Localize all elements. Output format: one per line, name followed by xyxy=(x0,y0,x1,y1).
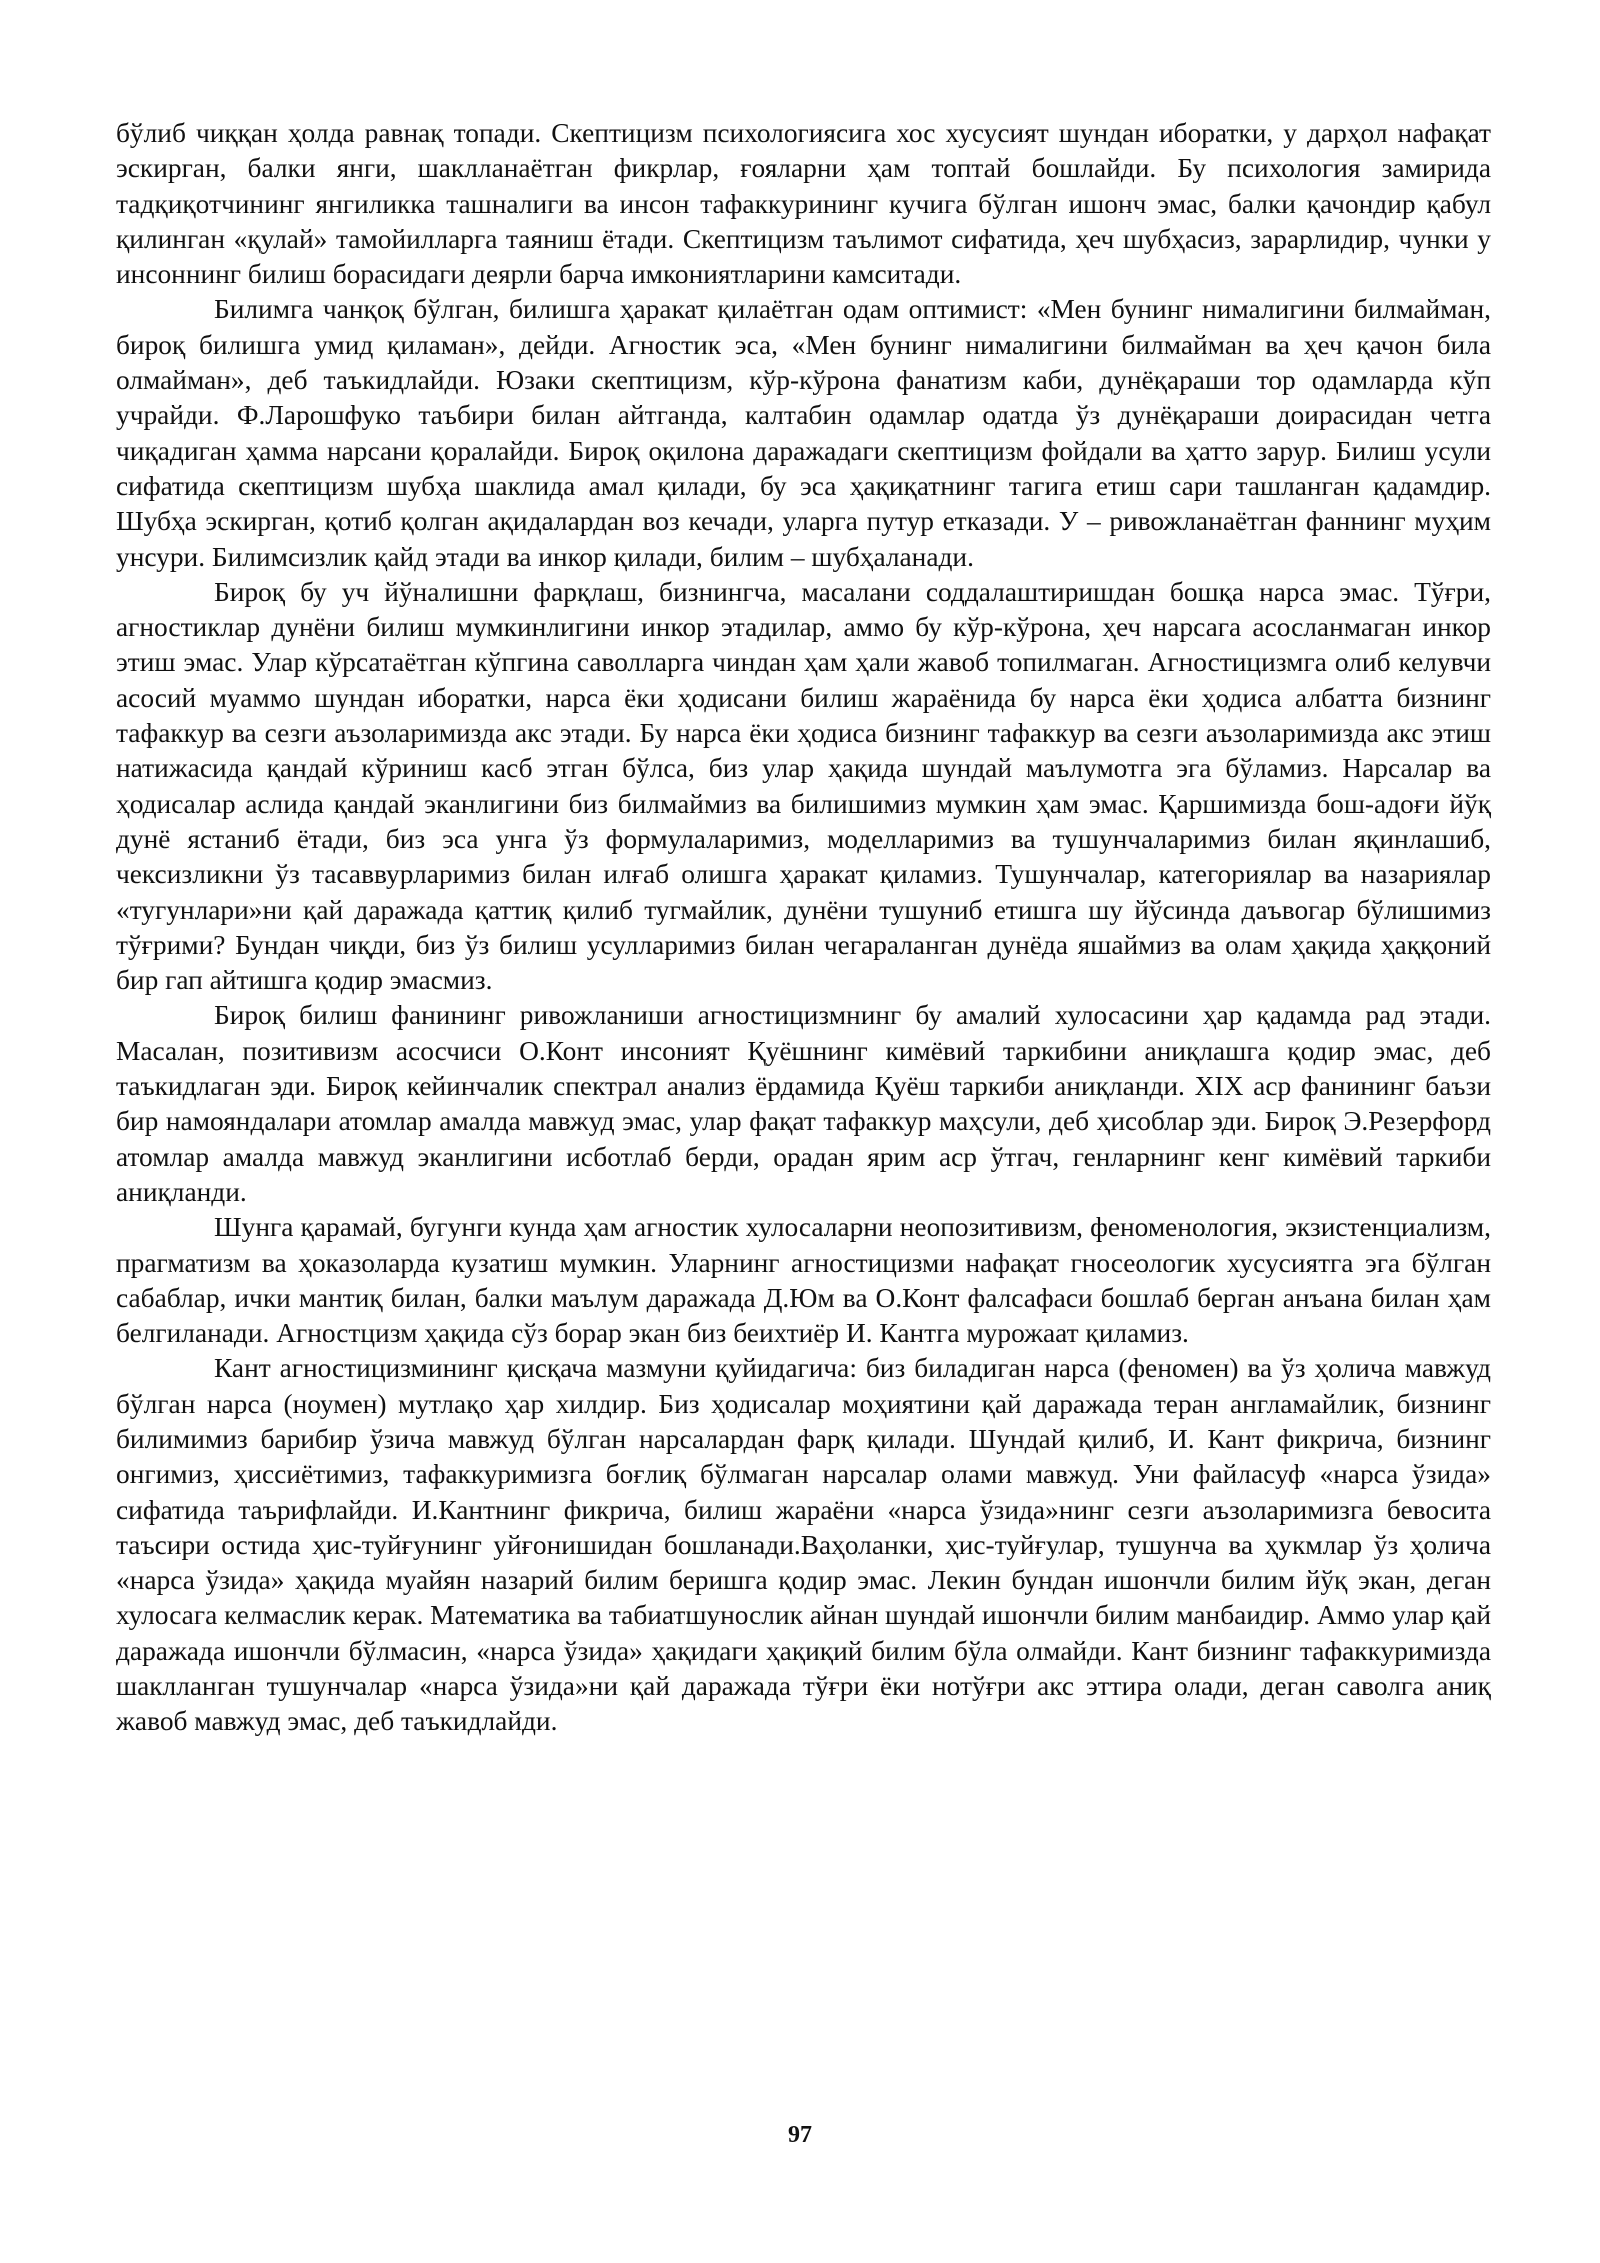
paragraph-3: Бироқ бу уч йўналишни фарқлаш, бизнингча, масалани соддалаштиришдан бошқа нарса эмас. Тўғри, агностиклар дунёни билиш мумкинлигини инкор этадилар, аммо бу кўр-кўрона, ҳеч нарсага асосланмаган инкор этиш эмас. Улар кўрсатаётган кўпгина саволларга чиндан ҳам ҳали жавоб топилмаган. Агностицизмга олиб келувчи асосий муаммо шундан иборатки, нарса ёки ҳодисани билиш жараёнида бу нарса ёки ҳодиса албатта бизнинг тафаккур ва сезги аъзоларимизда акс этади. Бу нарса ёки ҳодиса бизнинг тафаккур ва сезги аъзоларимизда акс этиш натижасида қандай кўриниш касб этган бўлса, биз улар ҳақида шундай маълумотга эга бўламиз. Нарсалар ва ҳодисалар аслида қандай эканлигини биз билмаймиз ва билишимиз мумкин ҳам эмас. Қаршимизда бош-адоғи йўқ дунё ястаниб ётади, биз эса унга ўз формулаларимиз, моделларимиз ва тушунчаларимиз билан яқинлашиб, чексизликни ўз тасаввурларимиз билан илғаб олишга ҳаракат қиламиз. Тушунчалар, категориялар ва назариялар «тугунлари»ни қай даражада қаттиқ қилиб тугмайлик, дунёни тушуниб етишга шу йўсинда даъвогар бўлишимиз тўғрими? Бундан чиқди, биз ўз билиш усулларимиз билан чегараланган дунёда яшаймиз ва олам ҳақида ҳаққоний бир гап айтишга қодир эмасмиз. xyxy=(116,576,1491,996)
page-number: 97 xyxy=(788,2122,812,2148)
paragraph-4: Бироқ билиш фанининг ривожланиши агностицизмнинг бу амалий хулосасини ҳар қадамда рад этади. Масалан, позитивизм асосчиси О.Конт инсоният Қуёшнинг кимёвий таркибини аниқлашга қодир эмас, деб таъкидлаган эди. Бироқ кейинчалик спектрал анализ ёрдамида Қуёш таркиби аниқланди. XIX аср фанининг баъзи бир намояндалари атомлар амалда мавжуд эмас, улар фақат тафаккур маҳсули, деб ҳисоблар эди. Бироқ Э.Резерфорд атомлар амалда мавжуд эканлигини исботлаб берди, орадан ярим аср ўтгач, генларнинг кенг кимёвий таркиби аниқланди. xyxy=(116,1000,1491,1207)
paragraph-5: Шунга қарамай, бугунги кунда ҳам агностик хулосаларни неопозитивизм, феноменология, экзистенциализм, прагматизм ва ҳоказоларда кузатиш мумкин. Уларнинг агностицизми нафақат гносеологик хусусиятга эга бўлган сабаблар, ички мантиқ билан, балки маълум даражада Д.Юм ва О.Конт фалсафаси бошлаб берган анъана билан ҳам белгиланади. Агностцизм ҳақида сўз борар экан биз беихтиёр И. Кантга мурожаат қиламиз. xyxy=(116,1212,1491,1349)
paragraph-6: Кант агностицизмининг қисқача мазмуни қуйидагича: биз биладиган нарса (феномен) ва ўз ҳолича мавжуд бўлган нарса (ноумен) мутлақо ҳар хилдир. Биз ҳодисалар моҳиятини қай даражада теран англамайлик, бизнинг билимимиз барибир ўзича мавжуд бўлган нарсалардан фарқ қилади. Шундай қилиб, И. Кант фикрича, бизнинг онгимиз, ҳиссиётимиз, тафаккуримизга боғлиқ бўлмаган нарсалар олами мавжуд. Уни файласуф «нарса ўзида» сифатида таърифлайди. И.Кантнинг фикрича, билиш жараёни «нарса ўзида»нинг сезги аъзоларимизга бевосита таъсири остида ҳис-туйғунинг уйғонишидан бошланади.Ваҳоланки, ҳис-туйғулар, тушунча ва ҳукмлар ўз ҳолича «нарса ўзида» ҳақида муайян назарий билим беришга қодир эмас. Лекин бундан ишончли билим йўқ экан, деган хулосага келмаслик керак. Математика ва табиатшунослик айнан шундай ишончли билим манбаидир. Аммо улар қай даражада ишончли бўлмасин, «нарса ўзида» ҳақидаги ҳақиқий билим бўла олмайди. Кант бизнинг тафаккуримизда шаклланган тушунчалар «нарса ўзида»ни қай даражада тўғри ёки нотўғри акс эттира олади, деган саволга аниқ жавоб мавжуд эмас, деб таъкидлайди. xyxy=(116,1353,1491,1737)
paragraph-2: Билимга чанқоқ бўлган, билишга ҳаракат қилаётган одам оптимист: «Мен бунинг нималигини билмайман, бироқ билишга умид қиламан», дейди. Агностик эса, «Мен бунинг нималигини билмайман ва ҳеч қачон била олмайман», деб таъкидлайди. Юзаки скептицизм, кўр-кўрона фанатизм каби, дунёқараши тор одамларда кўп учрайди. Ф.Ларошфуко таъбири билан айтганда, калтабин одамлар одатда ўз дунёқараши доирасидан четга чиқадиган ҳамма нарсани қоралайди. Бироқ оқилона даражадаги скептицизм фойдали ва ҳатто зарур. Билиш усули сифатида скептицизм шубҳа шаклида амал қилади, бу эса ҳақиқатнинг тагига етиш сари ташланган қадамдир. Шубҳа эскирган, қотиб қолган ақидалардан воз кечади, уларга путур етказади. У – ривожланаётган фаннинг муҳим унсури. Билимсизлик қайд этади ва инкор қилади, билим – шубҳаланади. xyxy=(116,294,1491,572)
page-body xyxy=(116,116,1491,1740)
paragraph-1: бўлиб чиққан ҳолда равнақ топади. Скептицизм психологиясига хос хусусият шундан иборатки, у дарҳол нафақат эскирган, балки янги, шаклланаётган фикрлар, ғояларни ҳам топтай бошлайди. Бу психология замирида тадқиқотчининг янгиликка ташналиги ва инсон тафаккурининг кучига бўлган ишонч эмас, балки қачондир қабул қилинган «қулай» тамойилларга таяниш ётади. Скептицизм таълимот сифатида, ҳеч шубҳасиз, зарарлидир, чунки у инсоннинг билиш борасидаги деярли барча имкониятларини камситади. xyxy=(116,118,1491,290)
